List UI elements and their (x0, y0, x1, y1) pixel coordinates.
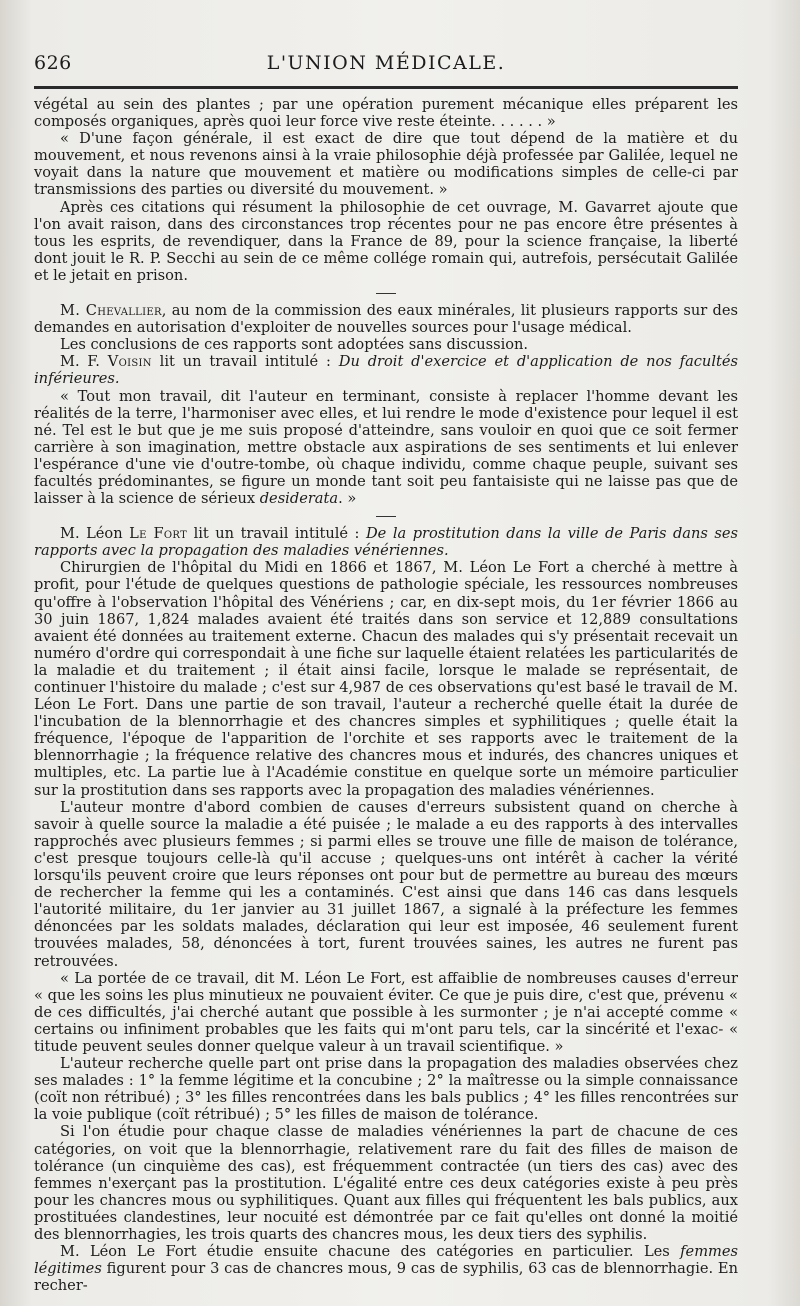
header-rule (34, 86, 738, 89)
page-number: 626 (34, 52, 72, 74)
paragraph: « D'une façon générale, il est exact de dire que tout dépend de la matière et du mouvement, et nous revenons ainsi à la vraie philosophie déjà professée par Galilée, lequel ne voyait dans la nature que mouvement et matière ou modifications simples de celle-ci par transmissions des parties ou diversité du mouvement. » (34, 130, 738, 199)
quoted-paragraph: « La portée de ce travail, dit M. Léon Le Fort, est affaiblie de nombreuses causes d'erreur « que les soins les plus minutieux ne pouvaient éviter. Ce que je puis dire, c'est que, prévenu « de ces difficultés, j'ai cherché autant que possible à les surmonter ; je n'ai accepté comme « certains ou infiniment probables que les faits qui m'ont paru tels, car la sincérité et l'exac- « titude peuvent seules donner quelque valeur à un travail scientifique. » (34, 969, 738, 1055)
paragraph (34, 302, 738, 336)
paragraph-text: M. Léon Le Fort étudie ensuite chacune des catégories en particulier. Les (60, 1243, 681, 1261)
journal-title: L'UNION MÉDICALE. (266, 52, 506, 74)
paragraph: Les conclusions de ces rapports sont adoptées sans discussion. (60, 336, 529, 354)
work-title: Du droit d'exercice et d'application de nos facultés inférieures. (34, 353, 738, 388)
speaker-name: Le Fort (129, 525, 188, 543)
paragraph: L'auteur recherche quelle part ont prise dans la propagation des maladies observées chez ses malades : 1° la femme légitime et la concubine ; 2° la maîtresse ou la simple connaissance (coït non rétribué) ; 3° les filles rencontrées dans les bals publics ; 4° les filles rencontrées sur la voie publique (coït rétribué) ; 5° les filles de maison de tolérance. (34, 1055, 738, 1124)
paragraph-text: figurent pour 3 cas de chancres mous, 9 cas de syphilis, 63 cas de blennorrhagie. En recher- (34, 1260, 738, 1295)
paragraph: Chirurgien de l'hôpital du Midi en 1866 et 1867, M. Léon Le Fort a cherché à mettre à profit, pour l'étude de quelques questions de pathologie spéciale, les ressources nombreuses qu'offre à l'observation l'hôpital des Vénériens ; car, en dix-sept mois, du 1er février 1866 au 30 juin 1867, 1,824 malades avaient été traités dans son service et 12,889 consultations avaient été données au traitement externe. Chacun des malades qui s'y présentait recevait un numéro d'ordre qui correspondait à une fiche sur laquelle étaient relatées les particularités de la maladie et du traitement ; il était ainsi facile, lorsque le malade se représentait, de continuer l'histoire du malade ; c'est sur 4,987 de ces observations qu'est basé le travail de M. Léon Le Fort. Dans une partie de son travail, l'auteur a recherché quelle était la durée de l'incubation de la blennorrhagie et des chancres simples et syphilitiques ; quelle était la fréquence, l'époque de l'apparition de l'orchite et ses rapports avec le traitement de la blennorrhagie ; la fréquence relative des chancres mous et indurés, des chancres uniques et multiples, etc. La partie lue à l'Académie constitue en quelque sorte un mémoire particulier sur la prostitution dans ses rapports avec la propagation des maladies vénériennes. (34, 559, 738, 799)
paragraph-text: . » (338, 490, 357, 508)
section-divider (34, 507, 738, 525)
paragraph-text: , au nom de la commission des eaux minérales, lit plusieurs rapports sur des demandes en autorisation d'exploiter de nouvelles sources pour l'usage médical. (34, 302, 738, 337)
page-header (34, 52, 738, 80)
paragraph: Après ces citations qui résument la philosophie de cet ouvrage, M. Gavarret ajoute que l'on avait raison, dans des circonstances trop récentes pour ne pas encore être présentes à tous les esprits, de revendiquer, dans la France de 89, pour la science française, la liberté dont jouit le R. P. Secchi au sein de ce même collége romain qui, autrefois, persécutait Galilée et le jetait en prison. (34, 198, 738, 284)
paragraph (34, 1243, 738, 1294)
section-divider (34, 284, 738, 302)
paragraph-text: lit un travail intitulé : (151, 353, 339, 371)
italic-term: femmes légitimes (34, 1243, 738, 1278)
paragraph-text: « Tout mon travail, dit l'auteur en terminant, consiste à replacer l'homme devant les réalités de la terre, l'harmoniser avec elles, et lui rendre le mode d'existence pour lequel il est né. Tel est le but que je me suis proposé d'atteindre, sans vouloir en quoi que ce soit fermer carrière à son imagination, mettre obstacle aux aspirations de ses sentiments et lui enlever l'espérance d'une vie d'outre-tombe, où chaque individu, comme chaque peuple, suivant ses facultés prédominantes, se figure un monde tant soit peu fantaisiste qui ne laisse pas que de laisser à la science de sérieux (34, 387, 738, 508)
paragraph (34, 353, 738, 387)
work-title: De la prostitution dans la ville de Paris dans ses rapports avec la propagation des maladies vénériennes. (34, 525, 739, 560)
paragraph (34, 525, 738, 559)
article-body (34, 96, 738, 1294)
paragraph-text: lit un travail intitulé : (187, 525, 366, 543)
paragraph-text: M. F. (60, 353, 108, 371)
italic-term: desiderata (259, 490, 339, 508)
speaker-name: M. Chevallier (60, 302, 162, 320)
paragraph: Si l'on étudie pour chaque classe de maladies vénériennes la part de chacune de ces catégories, on voit que la blennorrhagie, relativement rare du fait des filles de maison de tolérance (un cinquième des cas), est fréquemment contractée (un tiers des cas) avec des femmes n'exerçant pas la prostitution. L'égalité entre ces deux catégories existe à peu près pour les chancres mous ou syphilitiques. Quant aux filles qui fréquentent les bals publics, aux prostituées clandestines, leur nocuité est démontrée par ce fait qu'elles ont donné la moitié des blennorrhagies, les trois quarts des chancres mous, les deux tiers des syphilis. (34, 1123, 738, 1243)
speaker-name: Voisin (107, 353, 152, 371)
paragraph-text: M. Léon (60, 525, 130, 543)
paragraph (34, 388, 738, 508)
paragraph: L'auteur montre d'abord combien de causes d'erreurs subsistent quand on cherche à savoir à quelle source la maladie a été puisée ; le malade a eu des rapports à des intervalles rapprochés avec plusieurs femmes ; si parmi elles se trouve une fille de maison de tolérance, c'est presque toujours celle-là qu'il accuse ; quelques-uns ont intérêt à cacher la vérité lorsqu'ils peuvent croire que leurs réponses ont pour but de permettre au bureau des mœurs de rechercher la femme qui les a contaminés. C'est ainsi que dans 146 cas dans lesquels l'autorité militaire, du 1er janvier au 31 juillet 1867, a signalé à la préfecture les femmes dénoncées par les soldats malades, déclaration qui leur est imposée, 46 seulement furent trouvées malades, 58, dénoncées à tort, furent trouvées saines, les autres ne furent pas retrouvées. (34, 798, 738, 970)
paragraph: végétal au sein des plantes ; par une opération purement mécanique elles préparent les composés organiques, après quoi leur force vive reste éteinte. . . . . . » (34, 96, 738, 131)
